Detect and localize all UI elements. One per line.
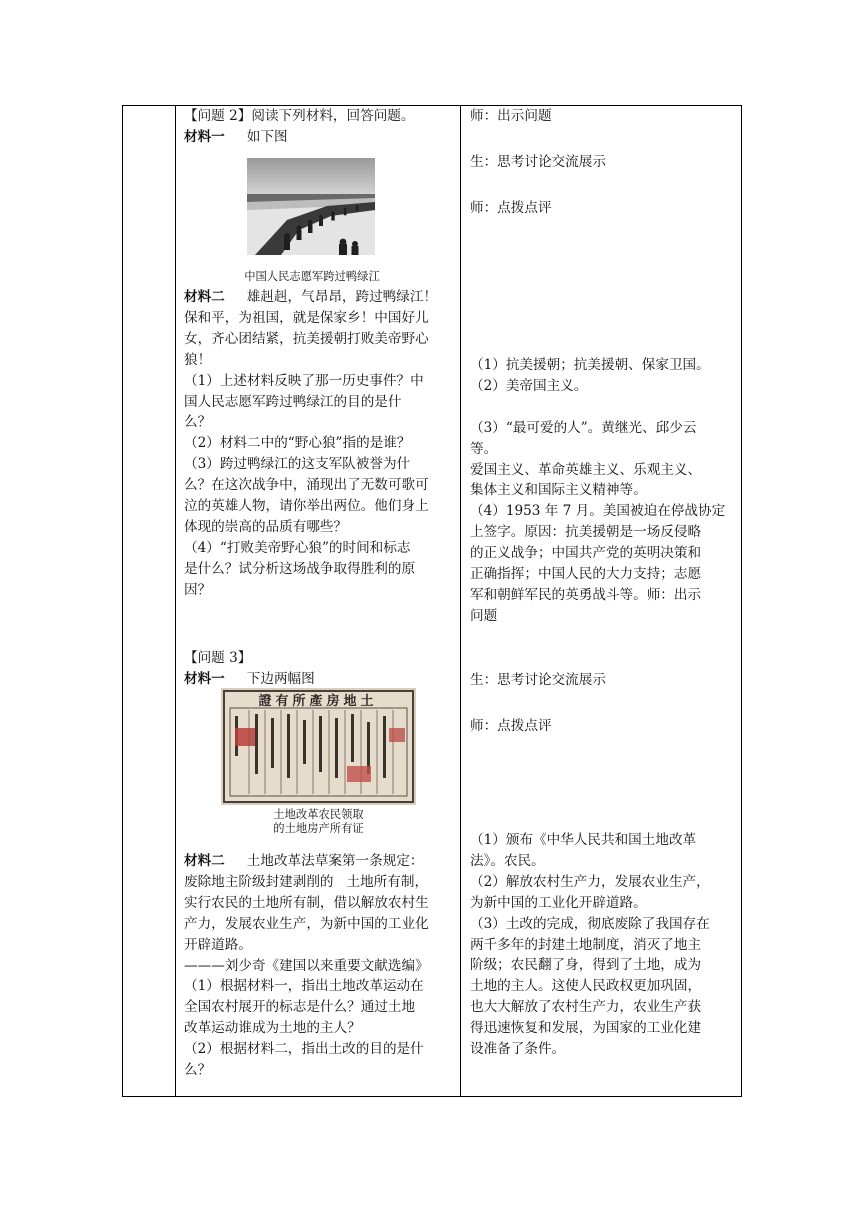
- answer-q3-line: 为新中国的工业化开辟道路。: [470, 894, 647, 911]
- question-3-block: [184, 648, 456, 690]
- answer-q2-line: 集体主义和国际主义精神等。: [470, 482, 647, 499]
- q2-material-2-label: 材料二: [184, 289, 225, 305]
- q2-question-line: 么？: [184, 414, 212, 431]
- q2-material-2-line-3: 女，齐心团结紧，抗美援朝打败美帝野心: [184, 330, 429, 347]
- answer-q2-line: （3）“最可爱的人”。黄继光、邱少云: [470, 419, 697, 436]
- q3-question-line: 全国农村展开的标志是什么？通过土地: [184, 999, 416, 1016]
- answer-q2-line: 问题: [470, 607, 498, 624]
- answer-q2-line: 爱国主义、革命英雄主义、乐观主义、: [470, 461, 702, 478]
- q2-question-line: 么？在这次战争中，涌现出了无数可歌可: [184, 477, 429, 494]
- q3-material-2-block: [184, 851, 456, 1081]
- q3-material-2-line: 开辟道路。: [184, 936, 252, 953]
- answer-q2-line: （4）1953 年 7 月。美国被迫在停战协定: [470, 503, 726, 520]
- answer-q2-blank-line: [470, 397, 738, 418]
- answer-q3-line: 得迅速恢复和发展，为国家的工业化建: [470, 1020, 702, 1037]
- question-3-heading: 【问题 3】: [184, 650, 252, 666]
- q2-material-2-line-2: 保和平，为祖国，就是保家乡！中国好儿: [184, 309, 429, 326]
- q2-material-2-line-1: 材料二 雄赳赳，气昂昂，跨过鸭绿江！: [184, 289, 438, 305]
- answer-q3-line: 土地的主人。这使人民政权更加巩固，: [470, 978, 702, 995]
- q3-question-line: 么？: [184, 1062, 212, 1079]
- answer-q2-line: （1）抗美援朝；抗美援朝、保家卫国。: [470, 357, 710, 373]
- table-col-line-1: [122, 105, 123, 1097]
- photo-2-caption-line-1: 土地改革农民领取: [273, 808, 364, 821]
- teacher-comment-1: 师：点拨点评: [470, 200, 552, 216]
- certificate-title: 證有所產房地土: [258, 694, 378, 709]
- answers-q2-block: [470, 355, 738, 627]
- q3-question-line: （1）根据材料一，指出土地改革运动在: [184, 978, 424, 995]
- q2-material-1: [184, 127, 456, 148]
- q2-question-line: 体现的崇高的品质有哪些？: [184, 518, 348, 535]
- q2-question-line: 国人民志愿军跨过鸭绿江的目的是什: [184, 393, 402, 410]
- q3-source-citation: ———刘少奇《建国以来重要文献选编》: [184, 957, 429, 974]
- photo-1-caption: 中国人民志愿军跨过鸭绿江: [244, 270, 380, 283]
- q2-material-2-block: [184, 287, 456, 601]
- photo-2-caption-line-2: 的土地房产所有证: [273, 822, 364, 835]
- teacher-comment-2: 师：点拨点评: [470, 718, 552, 734]
- answer-q2-line: （2）美帝国主义。: [470, 377, 588, 394]
- table-col-line-2: [175, 105, 176, 1097]
- answer-q3-line: 也大大解放了农村生产力，农业生产获: [470, 999, 702, 1016]
- student-discuss-2: 生：思考讨论交流展示: [470, 672, 606, 688]
- yalu-river-crossing-image: [247, 158, 375, 255]
- q3-material-1-label: 材料一: [184, 670, 225, 687]
- answer-q2-line: 的正义战争；中国共产党的英明决策和: [470, 545, 702, 562]
- land-certificate-image: [221, 688, 416, 805]
- q3-material-2-line: 产力，发展农业生产，为新中国的工业化: [184, 915, 429, 932]
- answer-q3-line: 两千多年的封建土地制度，消灭了地主: [470, 936, 702, 953]
- q2-question-line: 泣的英雄人物，请你举出两位。他们身上: [184, 498, 429, 515]
- q2-question-line: （1）上述材料反映了那一历史事件？中: [184, 372, 424, 389]
- answer-q3-line: 设准备了条件。: [470, 1041, 566, 1058]
- q3-material-2-line: 废除地主阶级封建剥削的 土地所有制，: [184, 873, 429, 890]
- table-col-line-4: [741, 105, 742, 1097]
- q3-question-line: 改革运动谁成为土地的主人？: [184, 1020, 361, 1037]
- q3-question-line: （2）根据材料二，指出土改的目的是什: [184, 1041, 424, 1058]
- answer-q3-line: （1）颁布《中华人民共和国土地改革: [470, 832, 697, 848]
- q2-question-line: （4）“打败美帝野心狼”的时间和标志: [184, 539, 411, 556]
- student-discuss-1: 生：思考讨论交流展示: [470, 154, 606, 170]
- q2-material-2-line-4: 狼！: [184, 351, 212, 368]
- answer-q2-line: 等。: [470, 440, 498, 457]
- q3-material-1-text: 下边两幅图: [246, 670, 315, 687]
- table-col-line-3: [460, 105, 461, 1097]
- answer-q2-line: 正确指挥；中国人民的大力支持；志愿: [470, 566, 702, 583]
- land-certificate-photo: [221, 688, 416, 805]
- q2-question-line: 因？: [184, 581, 212, 598]
- answer-q2-line: 上签字。原因：抗美援朝是一场反侵略: [470, 524, 702, 541]
- question-2-block: [184, 106, 456, 148]
- q2-question-line: （3）跨过鸭绿江的这支军队被誉为什: [184, 456, 411, 473]
- q3-material-1: [184, 669, 456, 690]
- question-2-heading: 【问题 2】阅读下列材料，回答问题。: [184, 108, 415, 124]
- answer-q3-line: （2）解放农村生产力，发展农业生产，: [470, 873, 710, 890]
- teacher-show-question-1: 师：出示问题: [470, 108, 552, 124]
- answers-q3-block: [470, 830, 738, 1060]
- q2-material-1-label: 材料一: [184, 128, 225, 145]
- q2-material-1-text: 如下图: [246, 128, 288, 145]
- answer-q3-line: 阶级；农民翻了身，得到了土地，成为: [470, 957, 702, 974]
- table-bottom-border: [122, 1096, 742, 1097]
- yalu-river-crossing-photo: [247, 158, 375, 255]
- q2-question-line: 是什么？试分析这场战争取得胜利的原: [184, 560, 416, 577]
- q3-material-2-label: 材料二: [184, 853, 225, 869]
- answer-q3-line: （3）土改的完成，彻底废除了我国存在: [470, 915, 710, 932]
- answer-q2-line: 军和朝鲜军民的英勇战斗等。师：出示: [470, 586, 702, 603]
- answer-q3-line: 法》。农民。: [470, 852, 545, 869]
- q2-question-line: （2）材料二中的“野心狼”指的是谁？: [184, 435, 411, 452]
- q3-material-2-line-1: 材料二 土地改革法草案第一条规定：: [184, 853, 424, 869]
- q3-material-2-line: 实行农民的土地所有制，借以解放农村生: [184, 894, 429, 911]
